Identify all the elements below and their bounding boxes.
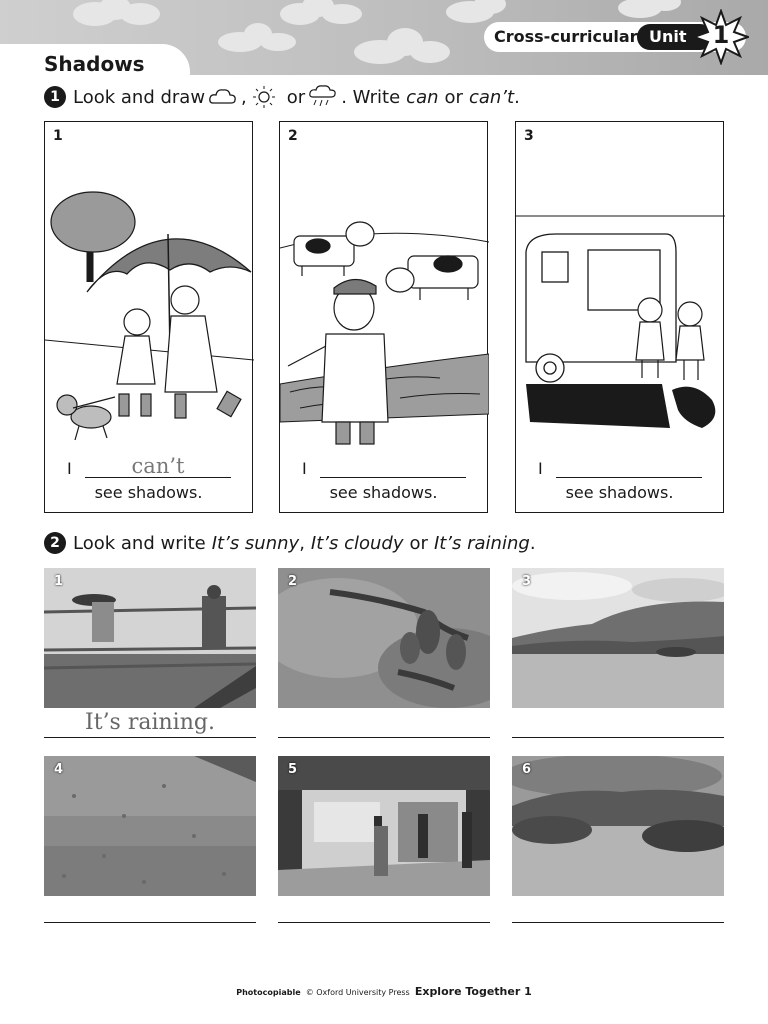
answer-pronoun: I [538, 459, 543, 478]
footer-copyright: © Oxford University Press [305, 988, 410, 997]
activity1-panel-1 [44, 121, 253, 513]
answer-pronoun: I [67, 459, 72, 478]
activity2-separator: , [299, 532, 305, 554]
activity1-instruction [44, 85, 520, 109]
activity2-or: or [409, 532, 428, 554]
answer-line [67, 454, 231, 478]
rain-scene-illustration [45, 122, 254, 452]
footer-book-title: Explore Together 1 [414, 985, 532, 998]
children-figures [117, 286, 241, 418]
photo-1-answer-line [44, 737, 256, 738]
photo-number: 3 [522, 574, 532, 589]
footer [0, 980, 768, 999]
dog-icon [57, 395, 115, 440]
cross-curricular-label: Cross-curricular [494, 27, 638, 46]
unit-number: 1 [712, 21, 730, 49]
cloudy-lake-photo [512, 756, 724, 896]
cloudy-scene-illustration [280, 122, 489, 452]
panel-caption: see shadows. [329, 483, 438, 502]
activity1-or-1: or [286, 86, 306, 108]
photo-6 [512, 756, 724, 896]
option-raining: It’s raining [433, 532, 530, 554]
photo-number: 2 [288, 574, 298, 589]
wet-ground-photo [44, 756, 256, 896]
activity1-comma: , [241, 86, 247, 108]
page-title: Shadows [44, 52, 145, 76]
activity1-panel-2 [279, 121, 488, 513]
option-sunny: It’s sunny [211, 532, 300, 554]
activity1-word-cant: can’t [468, 86, 515, 108]
activity2-instruction [44, 532, 536, 554]
activity1-number: 1 [44, 86, 66, 108]
rain-cloud-icon [308, 85, 338, 109]
panel-number: 2 [288, 128, 298, 144]
activity1-write: . Write [341, 86, 401, 108]
footer-photocopiable: Photocopiable [236, 988, 301, 997]
photo-6-answer-line [512, 922, 724, 923]
photo-3-answer-line [512, 737, 724, 738]
child-shadow [672, 387, 715, 428]
panel-number: 1 [53, 128, 63, 144]
activity1-or-2: or [444, 86, 463, 108]
sunny-scene-illustration [516, 122, 725, 452]
activity2-end: . [529, 532, 536, 554]
answer-line [302, 454, 466, 478]
photo-4-answer-line [44, 922, 256, 923]
activity2-text-look: Look and write [73, 532, 206, 554]
photo-number: 4 [54, 762, 64, 777]
pier-entrance-photo [278, 756, 490, 896]
photo-1 [44, 568, 256, 708]
activity1-panel-3 [515, 121, 724, 513]
rainy-bridge-photo [44, 568, 256, 708]
photo-4 [44, 756, 256, 896]
flower-cloudy-photo [278, 568, 490, 708]
activity1-text-look: Look and draw [73, 86, 206, 108]
panel-caption: see shadows. [565, 483, 674, 502]
option-cloudy: It’s cloudy [310, 532, 404, 554]
answer-line [538, 454, 702, 478]
photo-5-answer-line [278, 922, 490, 923]
panel-caption: see shadows. [94, 483, 203, 502]
answer-pronoun: I [302, 459, 307, 478]
activity1-word-can: can [406, 86, 439, 108]
answer-field[interactable] [556, 456, 702, 478]
answer-field[interactable]: can’t [85, 456, 231, 478]
lake-mountains-photo [512, 568, 724, 708]
photo-3 [512, 568, 724, 708]
panel-number: 3 [524, 128, 534, 144]
activity2-number: 2 [44, 532, 66, 554]
photo-number: 6 [522, 762, 532, 777]
photo-number: 5 [288, 762, 298, 777]
cloud-icon [208, 86, 238, 108]
photo-number: 1 [54, 574, 64, 589]
photo-2-answer-line [278, 737, 490, 738]
answer-field[interactable] [320, 456, 466, 478]
van-shadow [526, 384, 670, 428]
activity1-end: . [514, 86, 520, 108]
unit-label: Unit [649, 27, 687, 46]
photo-1-answer[interactable]: It’s raining. [85, 710, 215, 735]
photo-2 [278, 568, 490, 708]
sun-icon [250, 85, 278, 109]
photo-5 [278, 756, 490, 896]
